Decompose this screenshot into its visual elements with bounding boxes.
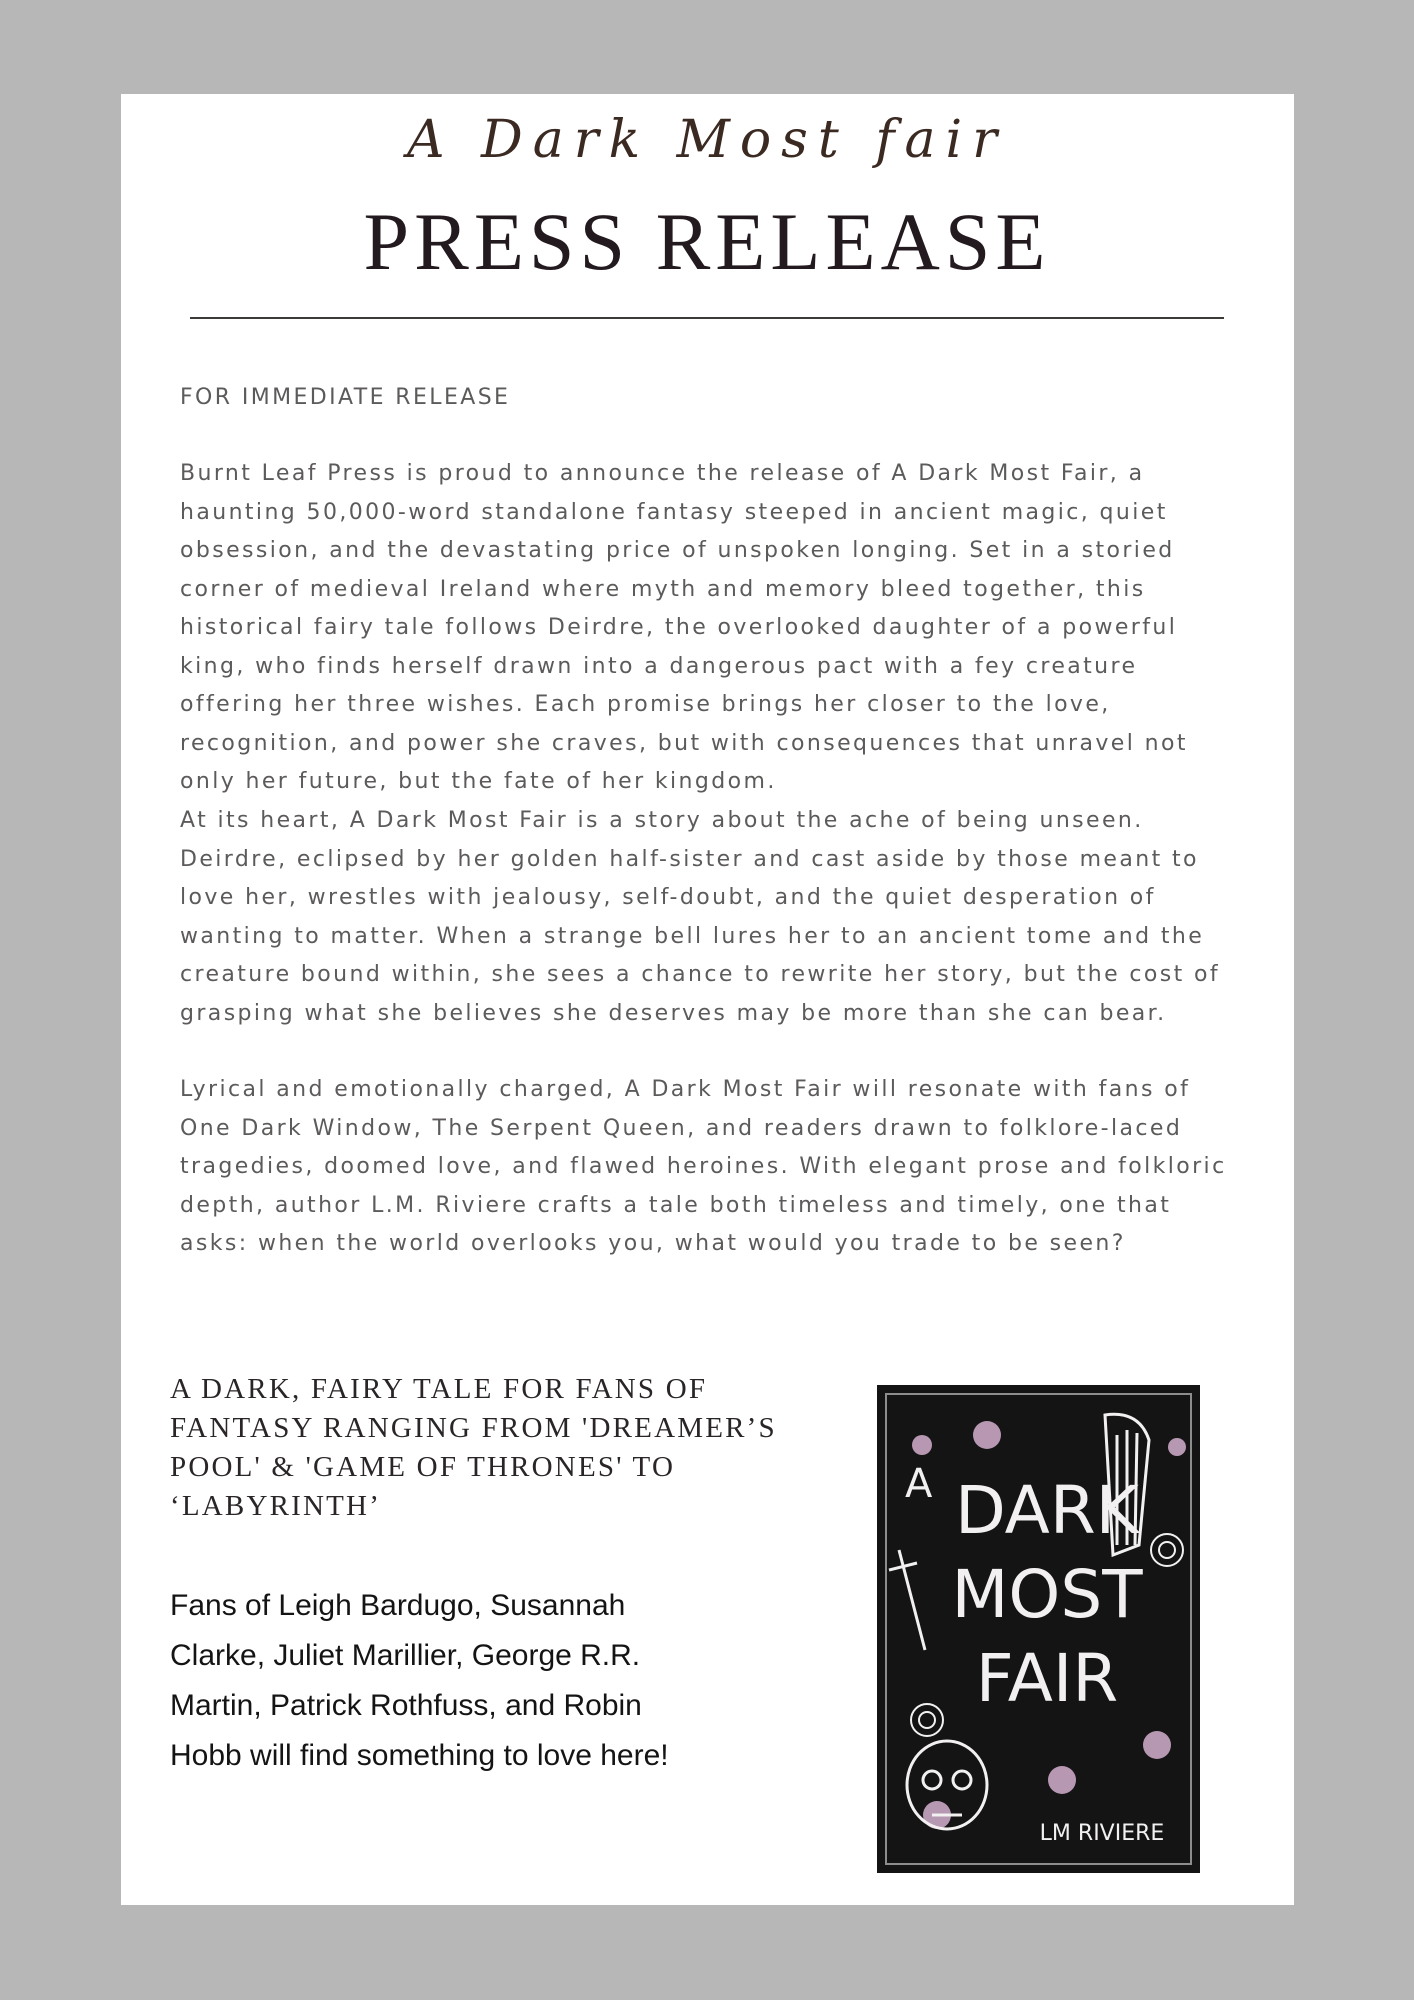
release-label: FOR IMMEDIATE RELEASE — [180, 385, 511, 410]
tagline: A DARK, FAIRY TALE FOR FANS OF FANTASY RANGING FROM 'DREAMER’S POOL' & 'GAME OF THRONES' TO ‘LABYRINTH’ — [170, 1373, 777, 1522]
page-title: PRESS RELEASE — [363, 196, 1051, 287]
fans-text: Fans of Leigh Bardugo, Susannah Clarke, Juliet Marillier, George R.R. Martin, Patrick Rothfuss, and Robin Hobb will find something to love here! — [170, 1589, 669, 1772]
paragraph-2: At its heart, A Dark Most Fair is a story about the ache of being unseen. Deirdre, eclipsed by her golden half-sister and cast aside by those meant to love her, wrestles with jealousy, self-doubt, and the quiet desperation of wanting to matter. When a strange bell lures her to an ancient tome and the creature bound within, she sees a chance to rewrite her story, but the cost of grasping what she believes she deserves may be more than she can bear. — [180, 808, 1221, 1026]
book-cover — [877, 1385, 1200, 1873]
cover-title-fair: FAIR — [975, 1640, 1119, 1717]
cover-title-a: A — [905, 1461, 933, 1507]
cover-author: LM RIVIERE — [1039, 1821, 1165, 1846]
cover-title-most: MOST — [951, 1556, 1143, 1633]
cover-title-dark: DARK — [955, 1472, 1139, 1549]
script-title: A Dark Most fair — [406, 110, 1008, 170]
title-divider — [190, 317, 1224, 319]
paragraph-3: Lyrical and emotionally charged, A Dark Most Fair will resonate with fans of One Dark Window, The Serpent Queen, and readers drawn to folklore-laced tragedies, doomed love, and flawed heroines. With elegant prose and folkloric depth, author L.M. Riviere crafts a tale both timeless and timely, one that asks: when the world overlooks you, what would you trade to be seen? — [180, 1077, 1227, 1256]
paragraph-1: Burnt Leaf Press is proud to announce the release of A Dark Most Fair, a haunting 50,000-word standalone fantasy steeped in ancient magic, quiet obsession, and the devastating price of unspoken longing. Set in a storied corner of medieval Ireland where myth and memory bleed together, this historical fairy tale follows Deirdre, the overlooked daughter of a powerful king, who finds herself drawn into a dangerous pact with a fey creature offering her three wishes. Each promise brings her closer to the love, recognition, and power she craves, but with consequences that unravel not only her future, but the fate of her kingdom. — [180, 461, 1188, 794]
